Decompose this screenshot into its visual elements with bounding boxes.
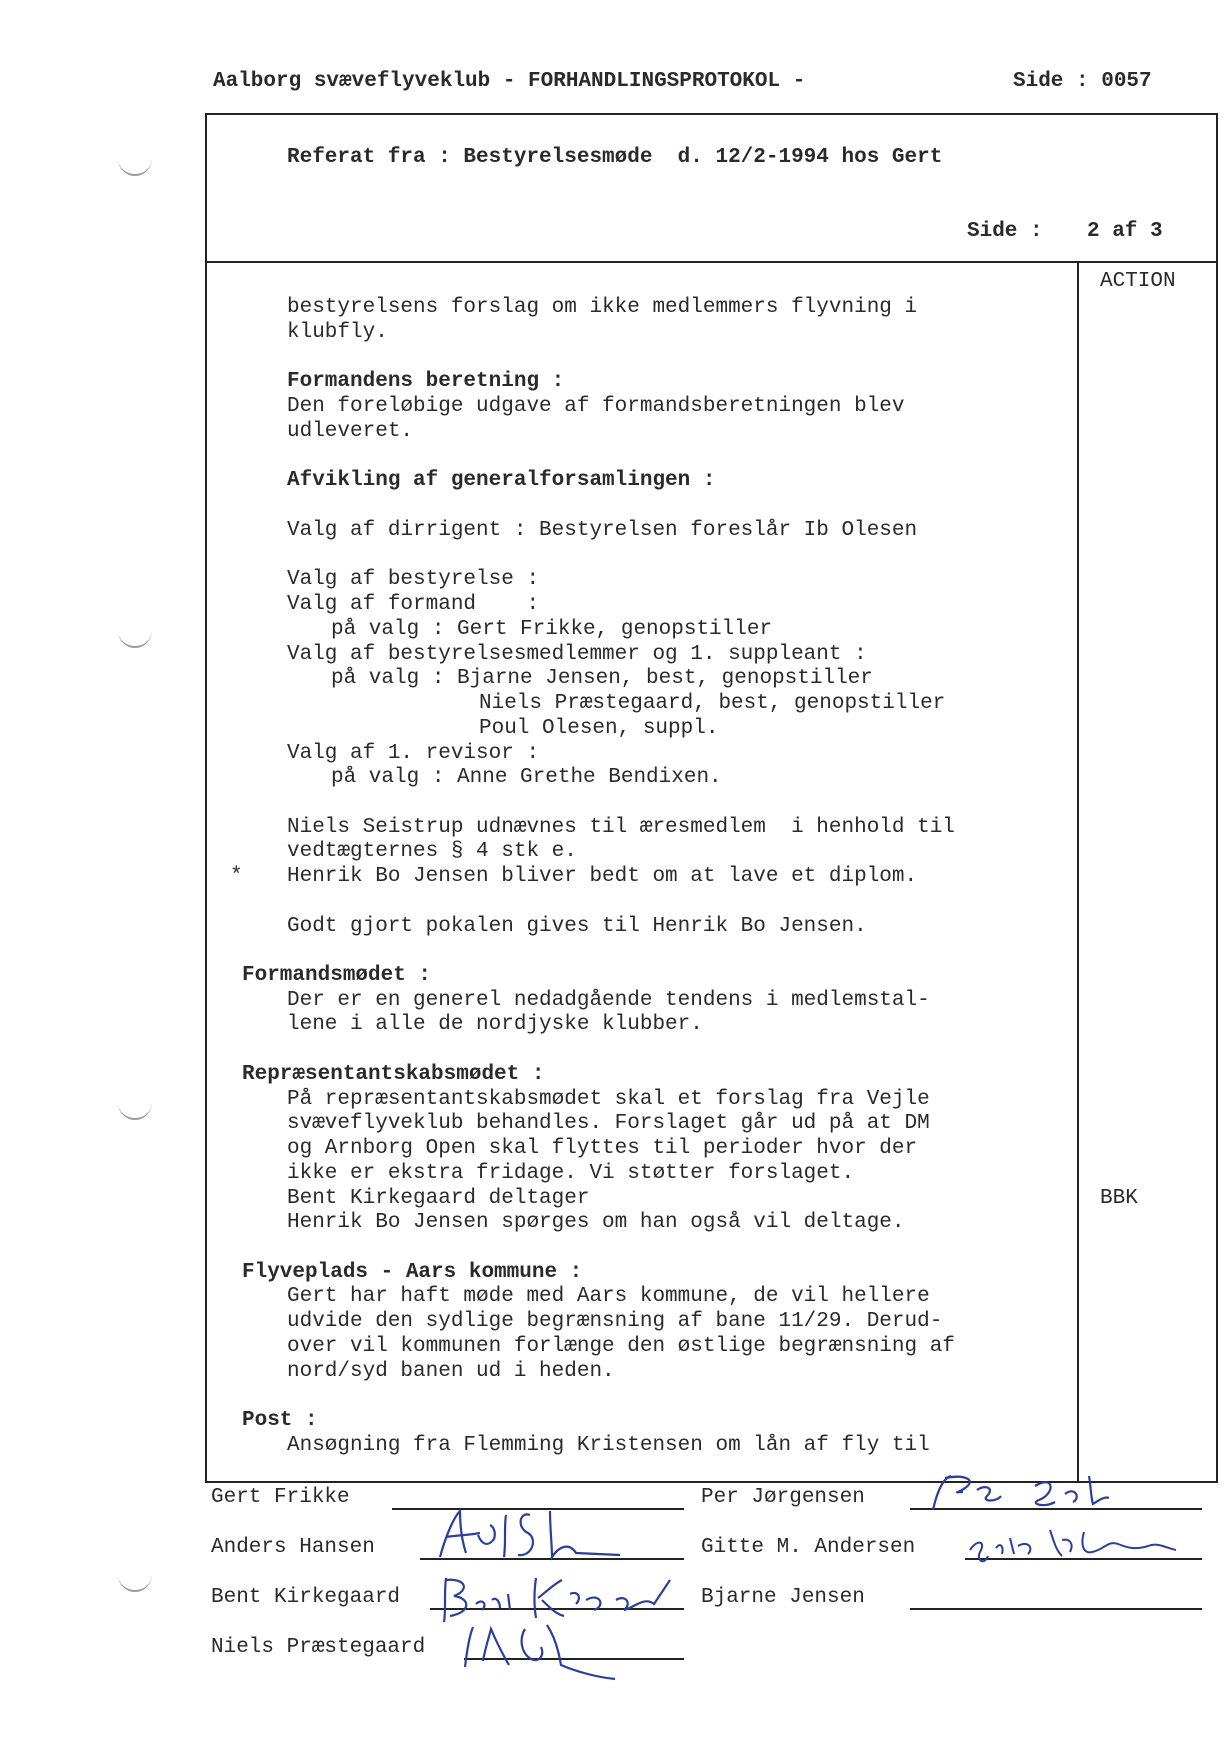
text-line: nord/syd banen ud i heden. xyxy=(287,1360,615,1383)
signature-label: Bjarne Jensen xyxy=(701,1586,865,1609)
text-line: på valg : Anne Grethe Bendixen. xyxy=(331,766,722,789)
title-box xyxy=(205,113,1218,263)
action-bbk: BBK xyxy=(1100,1187,1138,1210)
signature-scribble-per-jorgensen xyxy=(905,1470,1165,1520)
signature-label: Niels Præstegaard xyxy=(211,1636,426,1659)
meeting-title: Referat fra : Bestyrelsesmøde d. 12/2-1994 hos Gert xyxy=(287,146,943,169)
text-line: Gert har haft møde med Aars kommune, de vil hellere xyxy=(287,1285,930,1308)
text-line: Den foreløbige udgave af formandsberetningen blev xyxy=(287,395,905,418)
text-line: ikke er ekstra fridage. Vi støtter forslaget. xyxy=(287,1162,855,1185)
signature-line xyxy=(910,1608,1202,1610)
section-heading-post: Post : xyxy=(242,1409,318,1432)
punch-hole-mark xyxy=(118,156,152,176)
action-column-divider xyxy=(1077,261,1079,1483)
signature-scribble-anders-hansen xyxy=(420,1505,670,1565)
page-label: Side : xyxy=(967,220,1043,243)
text-line: svæveflyveklub behandles. Forslaget går ud på at DM xyxy=(287,1112,930,1135)
text-line: Valg af bestyrelsesmedlemmer og 1. suppleant : xyxy=(287,643,867,666)
text-line: Poul Olesen, suppl. xyxy=(479,717,719,740)
section-heading-repraesentantskabsmodet: Repræsentantskabsmødet : xyxy=(242,1063,545,1086)
punch-hole-mark xyxy=(118,1100,152,1120)
signature-label: Anders Hansen xyxy=(211,1536,375,1559)
section-heading-formandsmodet: Formandsmødet : xyxy=(242,964,432,987)
text-line: Valg af bestyrelse : xyxy=(287,568,540,591)
text-line: Valg af dirrigent : Bestyrelsen foreslår Ib Olesen xyxy=(287,519,918,542)
protocol-page-number: Side : 0057 xyxy=(1013,70,1152,93)
text-line: Henrik Bo Jensen spørges om han også vil deltage. xyxy=(287,1211,905,1234)
text-line: bestyrelsens forslag om ikke medlemmers flyvning i xyxy=(287,296,918,319)
text-line: udvide den sydlige begrænsning af bane 11/29. Derud- xyxy=(287,1310,943,1333)
text-line: og Arnborg Open skal flyttes til perioder hvor der xyxy=(287,1137,918,1160)
text-line: Der er en generel nedadgående tendens i medlemstal- xyxy=(287,989,930,1012)
text-line: på valg : Bjarne Jensen, best, genopstiller xyxy=(331,667,873,690)
text-line: på valg : Gert Frikke, genopstiller xyxy=(331,618,773,641)
text-line: Niels Seistrup udnævnes til æresmedlem i henhold til xyxy=(287,816,955,839)
text-line: Henrik Bo Jensen bliver bedt om at lave et diplom. xyxy=(287,865,918,888)
text-line: Valg af formand : xyxy=(287,593,540,616)
signature-scribble-niels-praestegaard xyxy=(455,1615,635,1685)
page-value: 2 af 3 xyxy=(1087,220,1163,243)
section-heading-flyveplads: Flyveplads - Aars kommune : xyxy=(242,1261,583,1284)
text-line: lene i alle de nordjyske klubber. xyxy=(287,1013,703,1036)
signature-label: Gitte M. Andersen xyxy=(701,1536,916,1559)
punch-hole-mark xyxy=(118,1572,152,1592)
text-line: klubfly. xyxy=(287,321,388,344)
text-line: Godt gjort pokalen gives til Henrik Bo Jensen. xyxy=(287,915,867,938)
action-star-marker: * xyxy=(230,865,243,888)
text-line: Niels Præstegaard, best, genopstiller xyxy=(479,692,946,715)
signature-label: Bent Kirkegaard xyxy=(211,1586,401,1609)
punch-hole-mark xyxy=(118,628,152,648)
signature-scribble-gitte-andersen xyxy=(958,1520,1188,1570)
protocol-header: Aalborg svæveflyveklub - FORHANDLINGSPROTOKOL - xyxy=(213,70,806,93)
text-line: over vil kommunen forlænge den østlige begrænsning af xyxy=(287,1335,955,1358)
text-line: På repræsentantskabsmødet skal et forslag fra Vejle xyxy=(287,1088,930,1111)
text-line: Valg af 1. revisor : xyxy=(287,742,540,765)
signature-label: Gert Frikke xyxy=(211,1486,350,1509)
text-line: Ansøgning fra Flemming Kristensen om lån af fly til xyxy=(287,1434,930,1457)
text-line: Bent Kirkegaard deltager xyxy=(287,1187,590,1210)
text-line: vedtægternes § 4 stk e. xyxy=(287,840,577,863)
section-heading-afvikling: Afvikling af generalforsamlingen : xyxy=(287,469,716,492)
text-line: udleveret. xyxy=(287,420,414,443)
action-column-header: ACTION xyxy=(1100,270,1176,293)
section-heading-formandens-beretning: Formandens beretning : xyxy=(287,370,565,393)
signature-label: Per Jørgensen xyxy=(701,1486,865,1509)
